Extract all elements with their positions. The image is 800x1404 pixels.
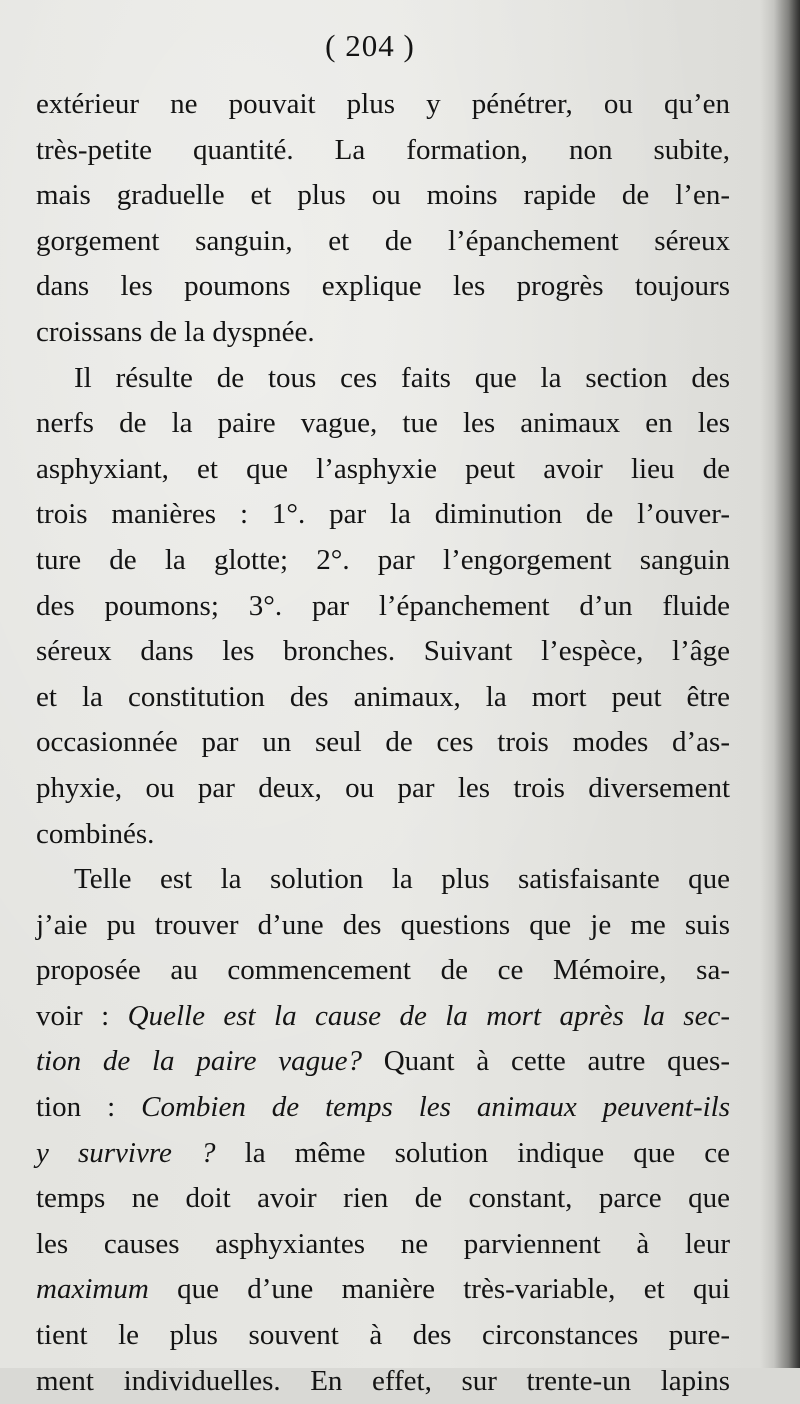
text-segment: gorgement sanguin, et de l’épanchement séreux: [36, 224, 730, 257]
text-line: [36, 857, 730, 903]
text-line: [36, 766, 730, 812]
text-line: [36, 173, 730, 219]
text-segment: nerfs de la paire vague, tue les animaux en les: [36, 407, 730, 440]
text-line: [36, 401, 730, 447]
text-line: [36, 538, 730, 584]
text-segment: les causes asphyxiantes ne parviennent à leur: [36, 1227, 730, 1260]
text-segment: j’aie pu trouver d’une des questions que je me suis: [36, 908, 730, 941]
text-line: [36, 82, 730, 128]
text-line: [36, 720, 730, 766]
text-segment: ment individuelles. En effet, sur trente-un lapins: [36, 1364, 730, 1397]
page-edge-shadow: [774, 0, 800, 1368]
text-line: [36, 1176, 730, 1222]
text-line: [36, 903, 730, 949]
text-segment: phyxie, ou par deux, ou par les trois diversement: [36, 771, 730, 804]
text-segment: Telle est la solution la plus satisfaisante que: [74, 863, 730, 896]
text-segment: des poumons; 3°. par l’épanchement d’un fluide: [36, 589, 730, 622]
text-line: [36, 447, 730, 493]
text-segment: proposée au commencement de ce Mémoire, sa-: [36, 954, 730, 987]
text-line: [36, 1085, 730, 1131]
text-line: [36, 584, 730, 630]
text-segment: Quant à cette autre ques-: [361, 1045, 730, 1078]
text-segment: tient le plus souvent à des circonstances pure-: [36, 1319, 730, 1352]
text-line: [36, 310, 730, 356]
italic-text: Combien de temps les animaux peuvent-ils: [141, 1091, 731, 1124]
text-line: [36, 948, 730, 994]
text-segment: occasionnée par un seul de ces trois modes d’as-: [36, 726, 730, 759]
text-line: [36, 1222, 730, 1268]
text-segment: combinés.: [36, 817, 155, 850]
italic-text: Quelle est la cause de la mort après la sec-: [127, 999, 730, 1032]
text-segment: extérieur ne pouvait plus y pénétrer, ou qu’en: [36, 88, 730, 120]
text-line: [36, 1039, 730, 1085]
text-line: [36, 1313, 730, 1359]
text-segment: que d’une manière très-variable, et qui: [148, 1273, 730, 1306]
text-line: [36, 1359, 730, 1404]
text-line: [36, 812, 730, 858]
italic-text: tion de la paire vague?: [36, 1045, 362, 1078]
body-text: [36, 82, 730, 1404]
text-segment: asphyxiant, et que l’asphyxie peut avoir lieu de: [36, 452, 730, 485]
text-segment: et la constitution des animaux, la mort peut être: [36, 680, 730, 713]
text-line: [36, 264, 730, 310]
text-line: [36, 128, 730, 174]
text-segment: trois manières : 1°. par la diminution de l’ouver-: [36, 498, 730, 531]
text-line: [36, 356, 730, 402]
text-line: [36, 994, 730, 1040]
text-line: [36, 675, 730, 721]
text-line: [36, 1131, 730, 1177]
page-number: ( 204 ): [325, 28, 415, 63]
text-line: [36, 1267, 730, 1313]
text-line: [36, 219, 730, 265]
text-segment: mais graduelle et plus ou moins rapide de l’en-: [36, 179, 730, 212]
text-segment: voir :: [36, 999, 128, 1032]
text-segment: tion :: [36, 1091, 142, 1124]
text-segment: temps ne doit avoir rien de constant, parce que: [36, 1182, 730, 1215]
text-line: [36, 629, 730, 675]
text-line: [36, 492, 730, 538]
text-segment: la même solution indique que ce: [215, 1136, 730, 1169]
text-segment: séreux dans les bronches. Suivant l’espèce, l’âge: [36, 635, 730, 668]
text-segment: Il résulte de tous ces faits que la section des: [74, 361, 730, 394]
text-segment: ture de la glotte; 2°. par l’engorgement sanguin: [36, 543, 730, 576]
text-segment: très-petite quantité. La formation, non subite,: [36, 133, 730, 166]
text-segment: croissans de la dyspnée.: [36, 315, 315, 348]
italic-text: y survivre ?: [36, 1136, 216, 1169]
text-segment: dans les poumons explique les progrès toujours: [36, 270, 730, 303]
italic-text: maximum: [36, 1273, 149, 1306]
